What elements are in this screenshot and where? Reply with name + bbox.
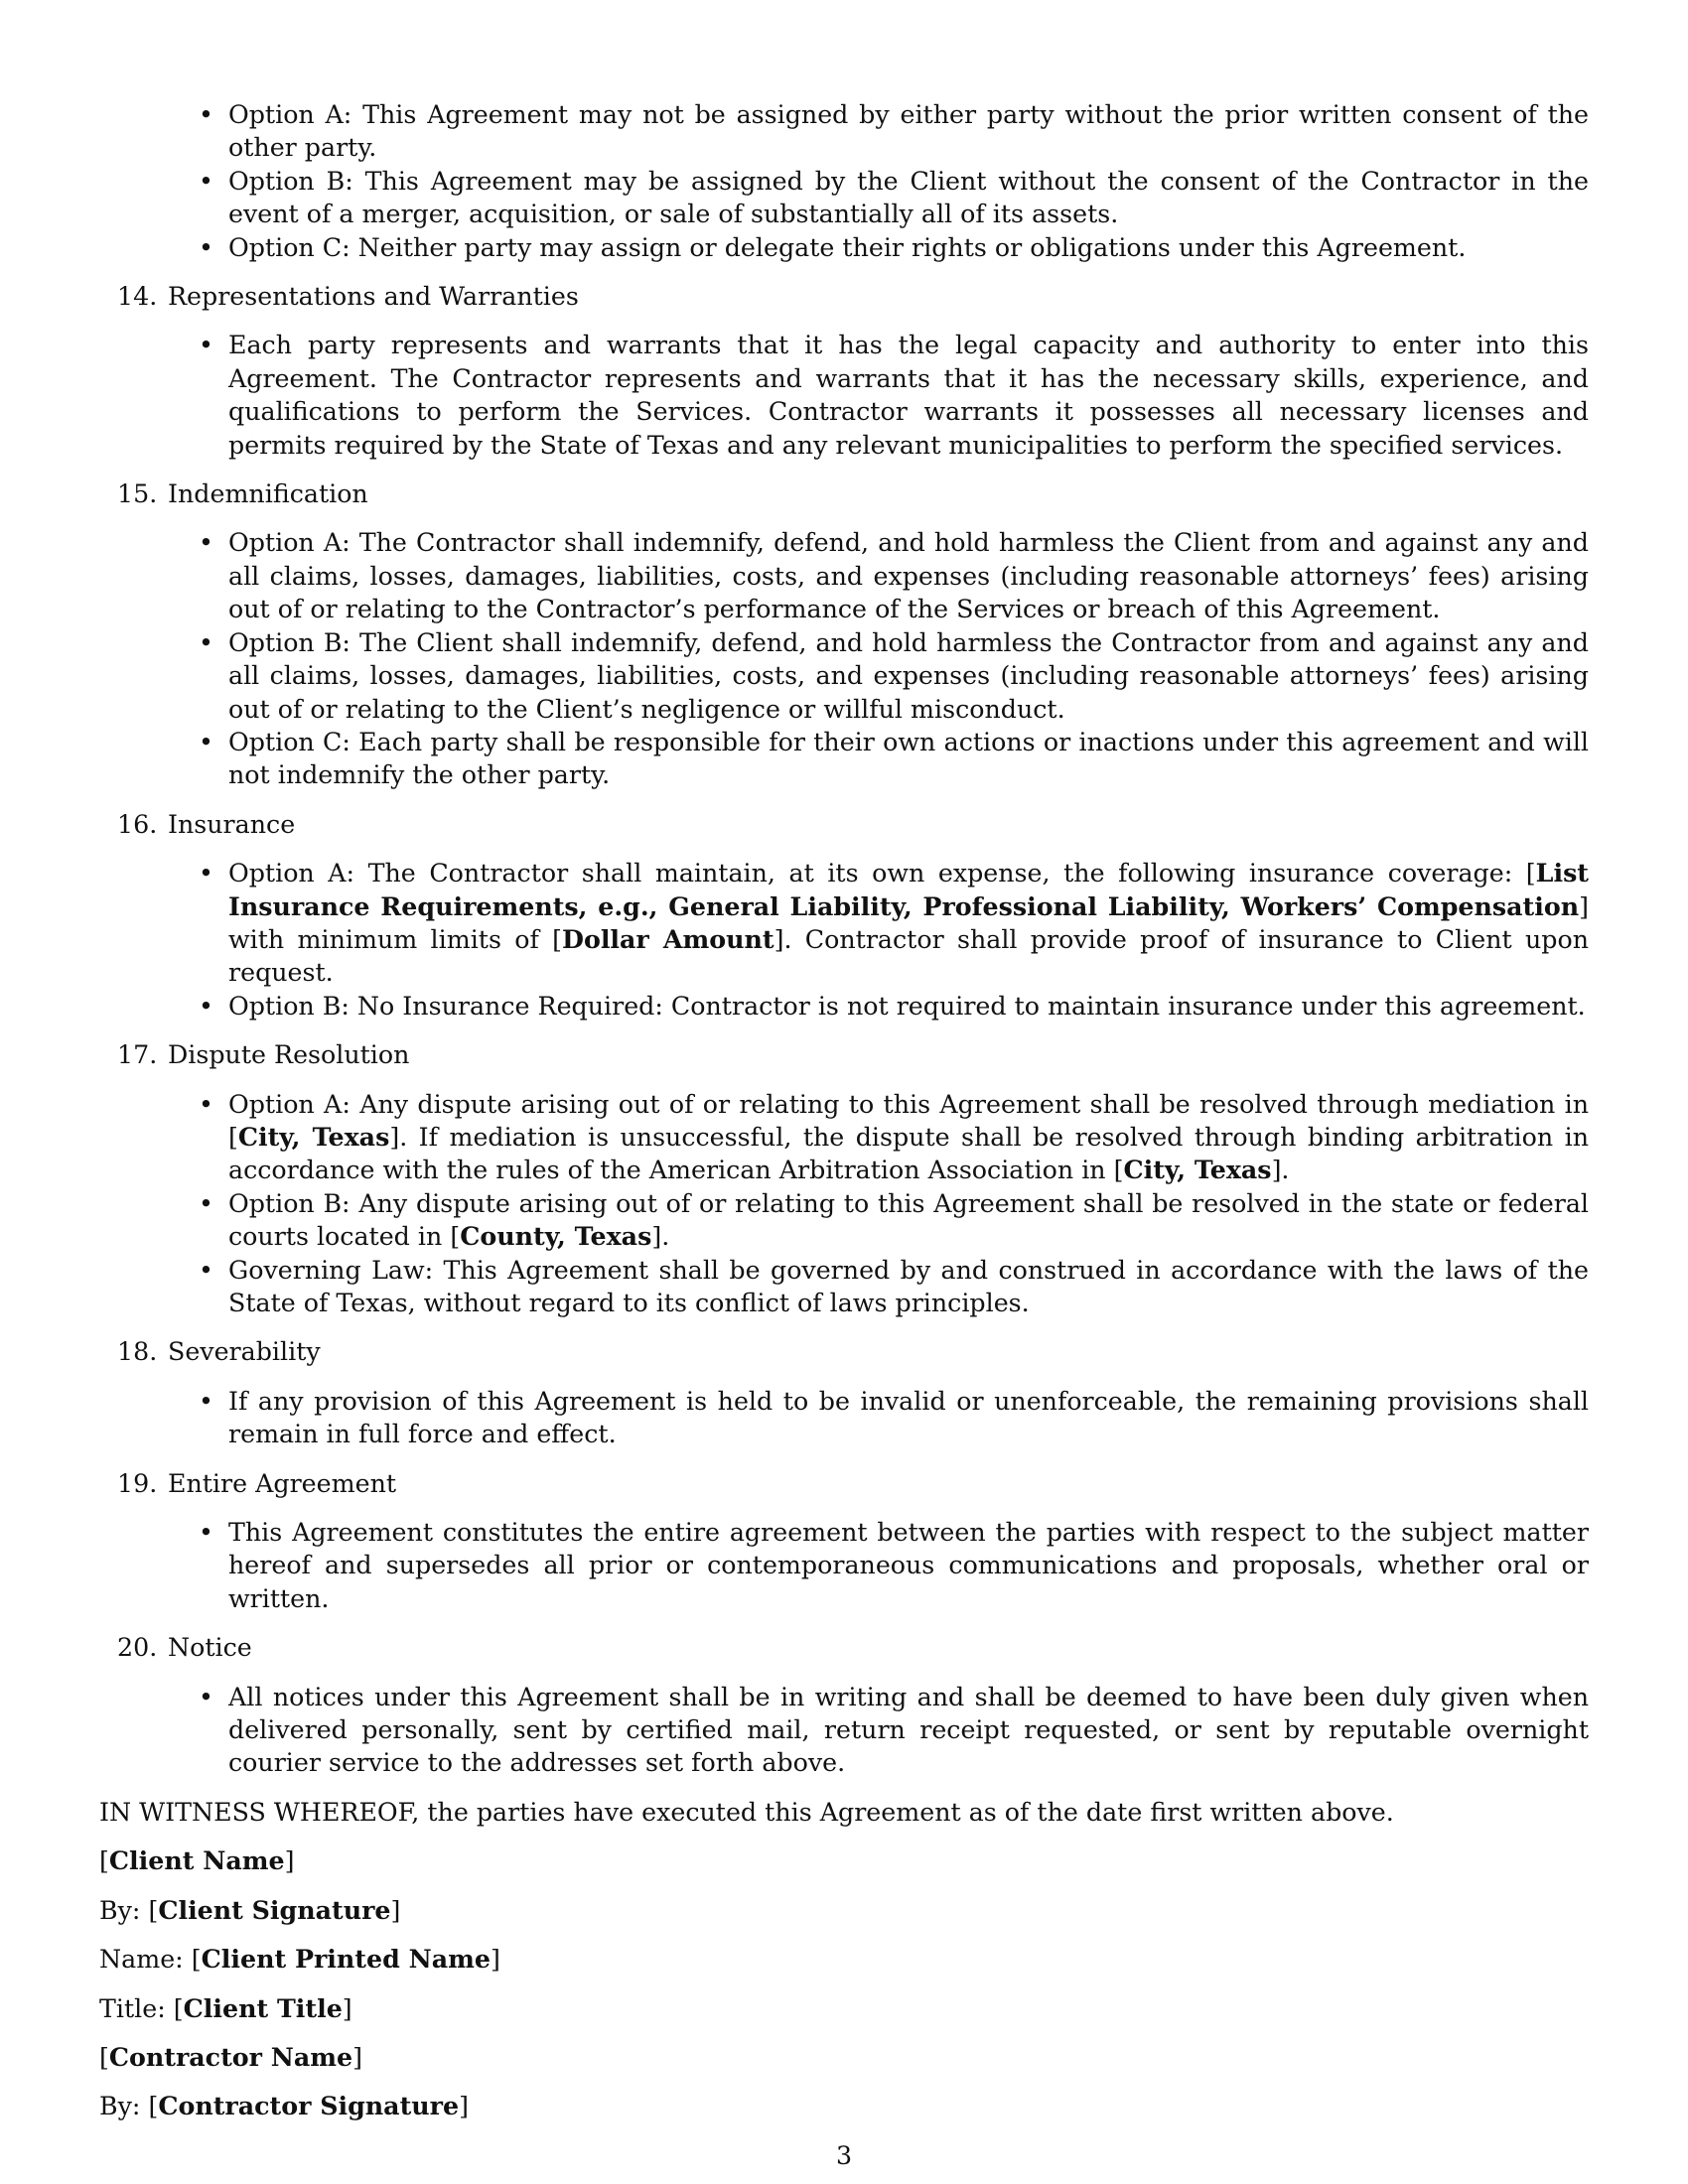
section-indemnification: [99, 478, 1589, 792]
list-item: • Each party represents and warrants that it has the legal capacity and authority to enter into this Agreement. The Contractor represents and warrants that it has the necessary skills, experience, and qualifications to perform the Services. Contractor warrants it possesses all necessary licenses and permits required by the State of Texas and any relevant municipalities to perform the specified services.: [99, 329, 1589, 462]
section-heading: [99, 478, 1589, 510]
text-run: ]. If mediation is unsuccessful, the dispute shall be resolved through binding arbitration in accordance with the rules of the American Arbitration Association in [: [228, 1122, 1589, 1185]
list-item: [99, 857, 1589, 990]
section-title: Notice: [168, 1633, 252, 1663]
section-notice: [99, 1631, 1589, 1780]
section-number: 14.: [117, 282, 158, 312]
list-item: [99, 1187, 1589, 1254]
section-severability: [99, 1335, 1589, 1450]
section-heading: [99, 1631, 1589, 1664]
list-item: • Option B: The Client shall indemnify, defend, and hold harmless the Contractor from and against any and all claims, losses, damages, liabilities, costs, and expenses (including reasonable attorneys’ fees) arising out of or relating to the Client’s negligence or willful misconduct.: [99, 626, 1589, 726]
section-title: Insurance: [168, 809, 296, 839]
section-number: 16.: [117, 809, 158, 839]
placeholder-dollar-amount: Dollar Amount: [562, 923, 774, 954]
section-title: Dispute Resolution: [168, 1040, 410, 1070]
section-title: Severability: [168, 1337, 321, 1367]
section-insurance: [99, 808, 1589, 1023]
list-item: • All notices under this Agreement shall be in writing and shall be deemed to have been duly given when delivered personally, sent by certified mail, return receipt requested, or sent by reputable overnight courier service to the addresses set forth above.: [99, 1681, 1589, 1780]
list-item: • Option A: The Contractor shall indemnify, defend, and hold harmless the Client from and against any and all claims, losses, damages, liabilities, costs, and expenses (including reasonable attorneys’ fees) arising out of or relating to the Contractor’s performance of the Services or breach of this Agreement.: [99, 526, 1589, 625]
section-heading: [99, 808, 1589, 841]
placeholder-client-title: Client Title: [183, 1992, 343, 2023]
signature-client-name: [Client Name]: [99, 1845, 295, 1876]
section-heading: [99, 1038, 1589, 1071]
section-title: Entire Agreement: [168, 1468, 397, 1498]
section-heading: [99, 1335, 1589, 1368]
section-representations-warranties: [99, 280, 1589, 462]
text-run: ].: [1271, 1156, 1290, 1185]
placeholder-client-printed-name: Client Printed Name: [201, 1944, 491, 1975]
section-title: Indemnification: [168, 479, 368, 509]
section-entire-agreement: [99, 1467, 1589, 1616]
list-item: • If any provision of this Agreement is held to be invalid or unenforceable, the remaining provisions shall remain in full force and effect.: [99, 1385, 1589, 1451]
placeholder-city-texas: City, Texas: [237, 1121, 390, 1152]
text-run: Option A: Any dispute arising out of or relating to this Agreement shall be resolved through mediation in [: [228, 1089, 1589, 1152]
placeholder-city-texas: City, Texas: [1123, 1155, 1272, 1185]
list-item: [99, 1088, 1589, 1187]
signature-contractor-by: By: [Contractor Signature]: [99, 2091, 469, 2121]
signature-client-printed-name: Name: [Client Printed Name]: [99, 1944, 500, 1975]
text-run: ] with minimum limits of [: [228, 891, 1589, 954]
list-item: • Option B: No Insurance Required: Contractor is not required to maintain insurance under this agreement.: [99, 990, 1589, 1023]
placeholder-client-signature: Client Signature: [158, 1894, 391, 1925]
placeholder-insurance-requirements: List Insurance Requirements, e.g., General Liability, Professional Liability, Workers’ Compensation: [228, 858, 1589, 921]
signature-client-title: Title: [Client Title]: [99, 1992, 352, 2023]
name-label: Name:: [99, 1945, 184, 1975]
section-number: 19.: [117, 1468, 158, 1498]
text-run: Option B: Any dispute arising out of or relating to this Agreement shall be resolved in the state or federal courts located in [: [228, 1188, 1589, 1252]
document-page: [99, 98, 1589, 2123]
section-number: 15.: [117, 479, 158, 509]
section-number: 17.: [117, 1040, 158, 1070]
placeholder-contractor-signature: Contractor Signature: [158, 2091, 460, 2121]
witness-statement: IN WITNESS WHEREOF, the parties have executed this Agreement as of the date first written above.: [99, 1797, 1394, 1827]
text-run: Option A: The Contractor shall maintain, at its own expense, the following insurance coverage: [: [228, 859, 1536, 888]
section-heading: [99, 280, 1589, 313]
section-title: Representations and Warranties: [168, 282, 579, 312]
list-item: • Governing Law: This Agreement shall be governed by and construed in accordance with the laws of the State of Texas, without regard to its conflict of laws principles.: [99, 1254, 1589, 1320]
list-item: • This Agreement constitutes the entire agreement between the parties with respect to the subject matter hereof and supersedes all prior or contemporaneous communications and proposals, whether oral or written.: [99, 1516, 1589, 1615]
text-run: ]. Contractor shall provide proof of insurance to Client upon request.: [228, 924, 1590, 988]
placeholder-contractor-name: Contractor Name: [108, 2041, 353, 2072]
assignment-options-list: [99, 98, 1589, 264]
section-number: 20.: [117, 1633, 158, 1663]
list-item: • Option B: This Agreement may be assigned by the Client without the consent of the Contractor in the event of a merger, acquisition, or sale of substantially all of its assets.: [99, 165, 1589, 231]
signature-client-by: By: [Client Signature]: [99, 1894, 401, 1925]
text-run: ].: [651, 1222, 670, 1252]
section-number: 18.: [117, 1337, 158, 1367]
section-heading: [99, 1467, 1589, 1500]
list-item: • Option C: Neither party may assign or delegate their rights or obligations under this Agreement.: [99, 231, 1589, 264]
page-number: 3: [835, 2141, 853, 2170]
section-dispute-resolution: [99, 1038, 1589, 1319]
title-label: Title:: [99, 1993, 166, 2023]
placeholder-county-texas: County, Texas: [460, 1221, 652, 1252]
placeholder-client-name: Client Name: [108, 1845, 285, 1876]
by-label: By:: [99, 1895, 141, 1925]
list-item: • Option C: Each party shall be responsible for their own actions or inactions under this agreement and will not indemnify the other party.: [99, 726, 1589, 792]
list-item: • Option A: This Agreement may not be assigned by either party without the prior written consent of the other party.: [99, 98, 1589, 165]
by-label: By:: [99, 2092, 141, 2121]
signature-contractor-name: [Contractor Name]: [99, 2041, 363, 2072]
